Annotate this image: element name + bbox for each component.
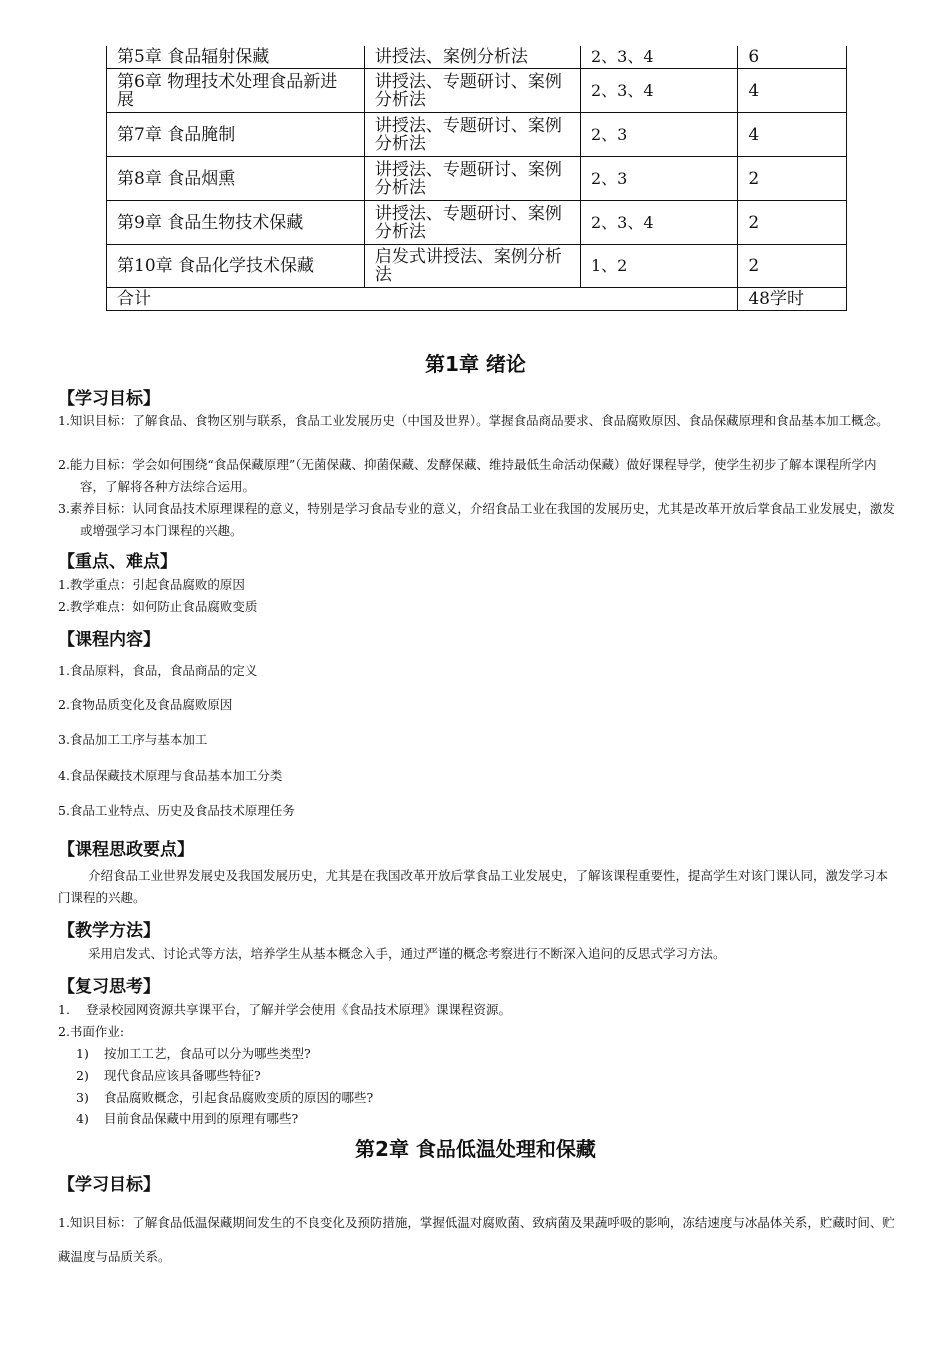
content-item-2: 2.食物品质变化及食品腐败原因 [58, 697, 233, 712]
hours-cell: 4 [738, 69, 847, 113]
review-item-1 [58, 999, 900, 1021]
table-row [107, 201, 847, 245]
chapter1-method-heading: 【教学方法】 [58, 921, 160, 941]
review-item-2: 2.书面作业: [58, 1024, 125, 1039]
homework-text: 目前食品保藏中用到的原理有哪些? [104, 1111, 299, 1126]
chapter-cell: 第7章 食品腌制 [107, 113, 365, 157]
table-row [107, 46, 847, 69]
total-label-cell: 合计 [107, 288, 738, 311]
chapter1-goals-heading: 【学习目标】 [58, 389, 160, 409]
chapter-cell: 第10章 食品化学技术保藏 [107, 245, 365, 288]
table-row [107, 157, 847, 201]
goals-cell: 2、3、4 [580, 201, 737, 245]
hours-cell: 4 [738, 113, 847, 157]
teaching-key-point: 1.教学重点：引起食品腐败的原因 [58, 577, 245, 592]
homework-number: 4) [76, 1111, 89, 1126]
chapter1-goal-2: 2.能力目标：学会如何围绕“食品保藏原理”（无菌保藏、抑菌保藏、发酵保藏、维持最低生命活动保藏）做好课程导学，使学生初步了解本课程所学内容，了解将各种方法综合运用。 [58, 457, 877, 494]
homework-number: 3) [76, 1090, 89, 1105]
chapter1-goal-1: 1.知识目标：了解食品、食物区别与联系，食品工业发展历史（中国及世界）。掌握食品商品要求、食品腐败原因、食品保藏原理和食品基本加工概念。 [58, 413, 889, 428]
chapter2-goals-heading: 【学习目标】 [58, 1175, 160, 1195]
method-cell: 讲授法、专题研讨、案例分析法 [364, 157, 580, 201]
chapter1-goal-3: 3.素养目标：认同食品技术原理课程的意义，特别是学习食品专业的意义，介绍食品工业在我国的发展历史，尤其是改革开放后掌食品工业发展史，激发或增强学习本门课程的兴趣。 [58, 501, 895, 538]
method-cell: 讲授法、案例分析法 [364, 46, 580, 69]
homework-item [76, 1087, 876, 1109]
chapter1-review-heading: 【复习思考】 [58, 977, 160, 997]
chapter-cell: 第8章 食品烟熏 [107, 157, 365, 201]
chapter1-key-heading: 【重点、难点】 [58, 552, 177, 572]
chapter-cell: 第6章 物理技术处理食品新进展 [107, 69, 365, 113]
chapter1-ideology-heading: 【课程思政要点】 [58, 840, 194, 860]
goals-cell: 2、3 [580, 113, 737, 157]
table-total-row [107, 288, 847, 311]
chapter1-title: 第1章 绪论 [425, 352, 526, 376]
hours-cell: 2 [738, 157, 847, 201]
content-item-4: 4.食品保藏技术原理与食品基本加工分类 [58, 768, 283, 783]
content-item-3: 3.食品加工工序与基本加工 [58, 732, 208, 747]
chapter2-goal-1: 1.知识目标：了解食品低温保藏期间发生的不良变化及预防措施，掌握低温对腐败菌、致病菌及果蔬呼吸的影响，冻结速度与冰晶体关系，贮藏时间、贮藏温度与品质关系。 [58, 1215, 895, 1264]
chapter-cell: 第5章 食品辐射保藏 [107, 46, 365, 69]
goals-cell: 2、3、4 [580, 69, 737, 113]
content-item-5: 5.食品工业特点、历史及食品技术原理任务 [58, 803, 295, 818]
goals-cell: 2、3、4 [580, 46, 737, 69]
total-hours-cell: 48学时 [738, 288, 847, 311]
homework-text: 按加工工艺，食品可以分为哪些类型? [104, 1046, 311, 1061]
review-item-1-number: 1. [58, 1002, 70, 1017]
homework-item [76, 1065, 876, 1087]
chapter1-content-heading: 【课程内容】 [58, 630, 160, 650]
table-row [107, 113, 847, 157]
homework-item [76, 1108, 876, 1130]
chapter-cell: 第9章 食品生物技术保藏 [107, 201, 365, 245]
teaching-difficult-point: 2.教学难点：如何防止食品腐败变质 [58, 599, 258, 614]
table-row [107, 69, 847, 113]
homework-number: 1) [76, 1046, 89, 1061]
hours-cell: 6 [738, 46, 847, 69]
content-item-1: 1.食品原料，食品，食品商品的定义 [58, 663, 258, 678]
homework-text: 食品腐败概念，引起食品腐败变质的原因的哪些? [104, 1090, 374, 1105]
method-cell: 讲授法、专题研讨、案例分析法 [364, 201, 580, 245]
chapter1-method-text: 采用启发式、讨论式等方法，培养学生从基本概念入手，通过严谨的概念考察进行不断深入追问的反思式学习方法。 [88, 946, 726, 961]
homework-text: 现代食品应该具备哪些特征? [104, 1068, 261, 1083]
method-cell: 讲授法、专题研讨、案例分析法 [364, 69, 580, 113]
homework-item [76, 1043, 876, 1065]
teaching-plan-table [106, 46, 847, 311]
hours-cell: 2 [738, 201, 847, 245]
review-item-1-text: 登录校园网资源共享课平台，了解并学会使用《食品技术原理》课课程资源。 [86, 1002, 512, 1017]
method-cell: 启发式讲授法、案例分析法 [364, 245, 580, 288]
goals-cell: 1、2 [580, 245, 737, 288]
goals-cell: 2、3 [580, 157, 737, 201]
hours-cell: 2 [738, 245, 847, 288]
homework-number: 2) [76, 1068, 89, 1083]
chapter2-title: 第2章 食品低温处理和保藏 [355, 1137, 596, 1161]
method-cell: 讲授法、专题研讨、案例分析法 [364, 113, 580, 157]
table-row [107, 245, 847, 288]
chapter1-ideology-text: 介绍食品工业世界发展史及我国发展历史，尤其是在我国改革开放后掌食品工业发展史，了解该课程重要性，提高学生对该门课认同，激发学习本门课程的兴趣。 [58, 868, 889, 905]
